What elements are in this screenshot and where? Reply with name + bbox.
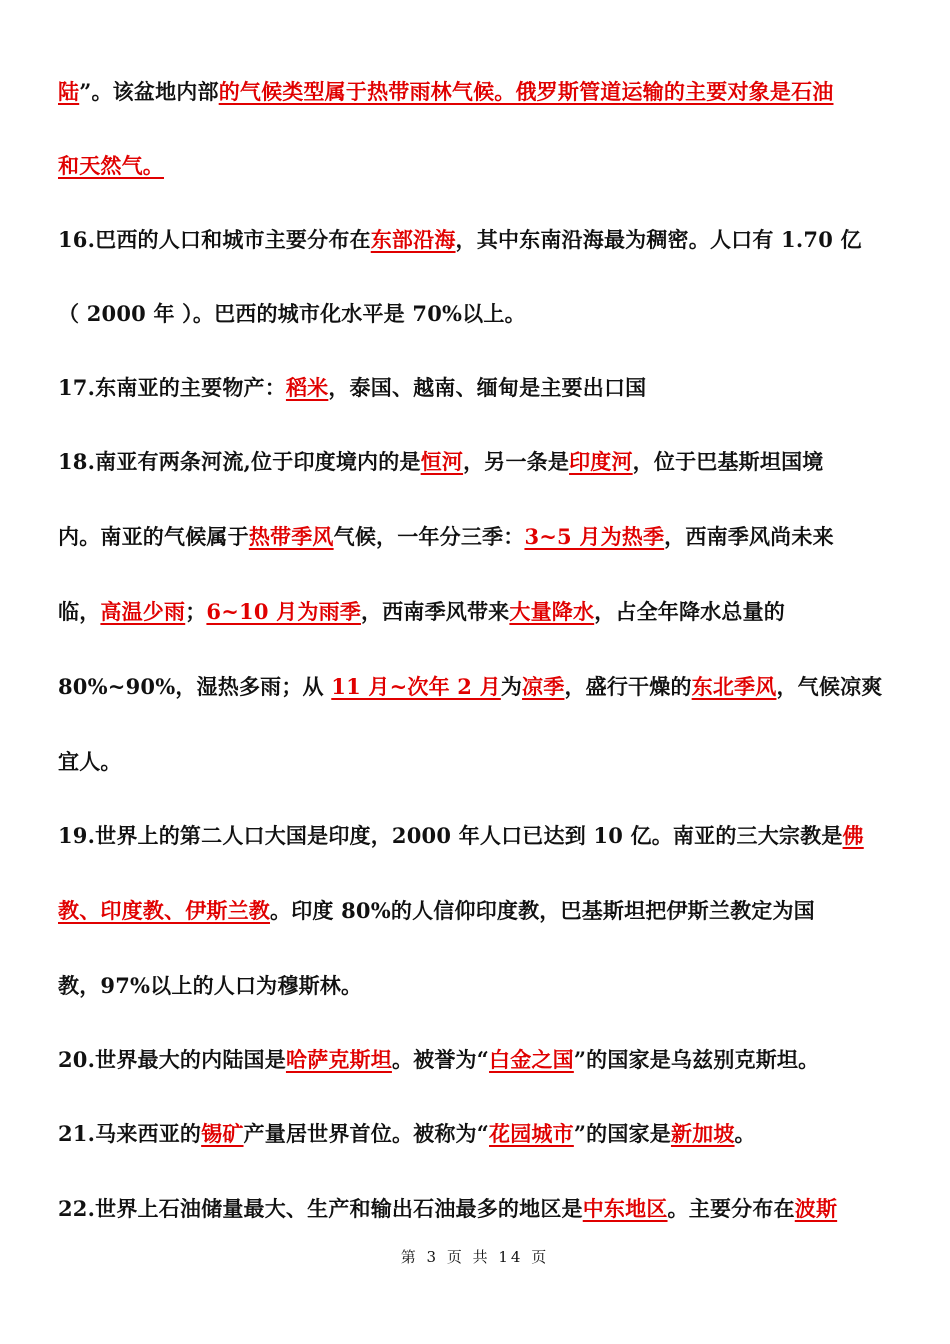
text-segment: ，泰国、越南、缅甸是主要出口国 bbox=[328, 375, 647, 400]
highlighted-answer: 3~5 月为热季 bbox=[524, 524, 665, 549]
highlighted-answer: 教、印度教、伊斯兰教 bbox=[58, 898, 270, 923]
text-line bbox=[58, 1046, 819, 1074]
highlighted-answer: 锡矿 bbox=[201, 1121, 244, 1146]
text-line bbox=[58, 598, 785, 626]
text-segment: ”的国家是乌兹别克斯坦。 bbox=[573, 1047, 820, 1072]
text-segment: 产量居世界首位。被称为“ bbox=[243, 1121, 490, 1146]
text-segment: 为 bbox=[500, 674, 523, 699]
text-segment: 80%~90%，湿热多雨；从 bbox=[58, 674, 332, 699]
highlighted-answer: 高温少雨 bbox=[100, 599, 186, 624]
highlighted-answer: 陆 bbox=[58, 79, 80, 104]
text-segment: 。被誉为“ bbox=[391, 1047, 490, 1072]
highlighted-answer: 新加坡 bbox=[670, 1121, 735, 1146]
text-line bbox=[58, 78, 834, 106]
highlighted-answer: 大量降水 bbox=[509, 599, 595, 624]
text-segment: 宜人。 bbox=[58, 749, 122, 774]
text-segment: ，其中东南沿海最为稠密。人口有 1.70 亿 bbox=[455, 227, 862, 252]
text-segment: 22.世界上石油储量最大、生产和输出石油最多的地区是 bbox=[58, 1196, 583, 1221]
text-line bbox=[58, 673, 882, 701]
text-segment: 。主要分布在 bbox=[667, 1196, 795, 1221]
text-line bbox=[58, 822, 864, 850]
text-segment: ； bbox=[185, 599, 207, 624]
highlighted-answer: 东北季风 bbox=[691, 674, 777, 699]
text-segment: （ 2000 年 ）。巴西的城市化水平是 70%以上。 bbox=[58, 301, 526, 326]
text-segment: 教，97%以上的人口为穆斯林。 bbox=[58, 973, 363, 998]
text-line bbox=[58, 300, 526, 328]
text-segment: 内。南亚的气候属于 bbox=[58, 524, 249, 549]
text-line bbox=[58, 448, 823, 476]
text-segment: ，西南季风尚未来 bbox=[664, 524, 834, 549]
text-line bbox=[58, 226, 862, 254]
text-segment: ，盛行干燥的 bbox=[564, 674, 692, 699]
text-segment: 21.马来西亚的 bbox=[58, 1121, 202, 1146]
text-segment: 18.南亚有两条河流,位于印度境内的是 bbox=[58, 449, 421, 474]
text-segment: ，位于巴基斯坦国境 bbox=[632, 449, 824, 474]
highlighted-answer: 热带季风 bbox=[248, 524, 334, 549]
text-segment: 临， bbox=[58, 599, 101, 624]
highlighted-answer: 和天然气。 bbox=[58, 153, 164, 178]
text-line bbox=[58, 972, 362, 1000]
text-segment: ，占全年降水总量的 bbox=[594, 599, 785, 624]
page-footer: 第 3 页 共 14 页 bbox=[400, 1248, 550, 1266]
highlighted-answer: 中东地区 bbox=[582, 1196, 668, 1221]
text-segment: 20.世界最大的内陆国是 bbox=[58, 1047, 286, 1072]
text-line bbox=[58, 1195, 837, 1223]
text-line bbox=[58, 897, 815, 925]
text-line bbox=[58, 1120, 756, 1148]
highlighted-answer: 波斯 bbox=[794, 1196, 838, 1221]
highlighted-answer: 花园城市 bbox=[489, 1121, 574, 1146]
text-segment: ，气候凉爽 bbox=[776, 674, 883, 699]
highlighted-answer: 哈萨克斯坦 bbox=[285, 1047, 392, 1072]
highlighted-answer: 的气候类型属于热带雨林气候。俄罗斯管道运输的主要对象是石油 bbox=[218, 79, 834, 104]
text-segment: 19.世界上的第二人口大国是印度，2000 年人口已达到 10 亿。南亚的三大宗教是 bbox=[58, 823, 843, 848]
text-segment: 16.巴西的人口和城市主要分布在 bbox=[58, 227, 371, 252]
text-segment: ”。该盆地内部 bbox=[79, 79, 219, 104]
text-line bbox=[58, 374, 646, 402]
highlighted-answer: 稻米 bbox=[285, 375, 329, 400]
highlighted-answer: 东部沿海 bbox=[370, 227, 456, 252]
text-segment: 气候，一年分三季： bbox=[333, 524, 525, 549]
highlighted-answer: 11 月~次年 2 月 bbox=[331, 674, 501, 699]
text-line bbox=[58, 152, 164, 180]
text-line bbox=[58, 523, 834, 551]
highlighted-answer: 印度河 bbox=[569, 449, 633, 474]
text-segment: ，另一条是 bbox=[463, 449, 570, 474]
highlighted-answer: 6~10 月为雨季 bbox=[206, 599, 361, 624]
highlighted-answer: 凉季 bbox=[522, 674, 565, 699]
highlighted-answer: 恒河 bbox=[420, 449, 464, 474]
highlighted-answer: 白金之国 bbox=[489, 1047, 574, 1072]
text-segment: 17.东南亚的主要物产： bbox=[58, 375, 286, 400]
text-line bbox=[58, 748, 122, 776]
text-segment: 。 bbox=[734, 1121, 756, 1146]
highlighted-answer: 佛 bbox=[842, 823, 864, 848]
text-segment: ”的国家是 bbox=[573, 1121, 671, 1146]
text-segment: ，西南季风带来 bbox=[360, 599, 510, 624]
text-segment: 。印度 80%的人信仰印度教，巴基斯坦把伊斯兰教定为国 bbox=[270, 898, 815, 923]
